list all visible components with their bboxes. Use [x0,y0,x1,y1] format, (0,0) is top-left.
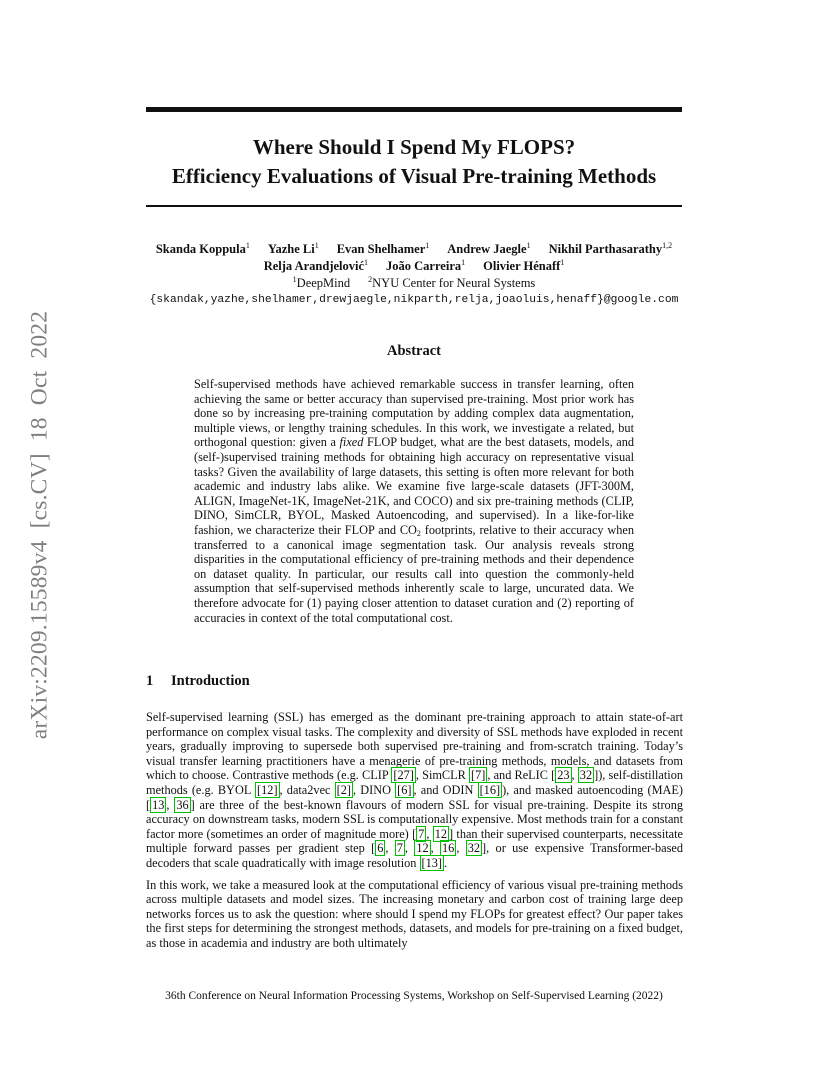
citation-link[interactable]: [7] [471,768,486,783]
intro-text: than their supervised counterparts, necessitate multiple forward passes per gradient step [146,826,683,856]
citation-link[interactable]: [6] [397,782,412,797]
author-emails: {skandak,yazhe,shelhamer,drewjaegle,nikparth,relja,joaoluis,henaff}@google.com [149,294,679,306]
paper-title [90,133,738,191]
affiliation-number: 2 [368,275,373,284]
citation-link[interactable]: 12 [434,826,447,841]
author-name: João Carreira [386,259,462,273]
author-affiliation-mark: 1 [314,241,319,250]
intro-text: ), and masked autoencoding (MAE) [502,782,683,797]
intro-text: , SimCLR [415,768,470,783]
citation-link[interactable]: 23 [557,768,570,783]
author-name: Evan Shelhamer [336,242,426,256]
citation-link[interactable]: 16 [442,841,455,856]
citation-link[interactable]: 7 [418,826,425,841]
author-name: Skanda Koppula [155,242,246,256]
author-affiliation-mark: 1,2 [662,241,673,250]
introduction-body [146,710,683,958]
intro-text: . [444,855,448,870]
intro-text: are three of the best-known flavours of modern SSL for visual pre-training. Despite its strong accuracy on downstream tasks, modern SSL is computationally expensive. Most methods train for a constant factor more (sometimes an order of magnitude more) [146,797,683,841]
abstract-emph-fixed: fixed [339,435,364,450]
author-affiliation-mark: 1 [560,258,565,267]
conference-footer: 36th Conference on Neural Information Processing Systems, Workshop on Self-Supervised Learning (2022) [165,990,663,1002]
citation-link[interactable]: 7 [396,841,403,856]
citation-separator: , [426,826,433,841]
citation-link[interactable]: 36 [176,797,189,812]
citation-separator: , [404,841,415,856]
citation-separator: , [571,768,578,783]
citation-link[interactable]: 13 [152,797,165,812]
abstract-paragraph [194,377,634,625]
citation-link[interactable]: [16] [479,782,501,797]
affiliation-number: 1 [292,275,297,284]
title-line-2: Efficiency Evaluations of Visual Pre-training Methods [171,164,657,188]
intro-text: , or use expensive Transformer-based decoders that scale quadratically with image resolution [146,841,683,870]
citation-link[interactable]: [13] [421,855,443,870]
citation-link[interactable]: [27] [393,768,414,783]
citation-bracket: [ [412,826,417,841]
section-number: 1 [146,673,154,689]
author-affiliation-mark: 1 [526,241,531,250]
citation-link[interactable]: 32 [467,841,481,856]
citation-bracket: ] [449,826,454,841]
title-line-1: Where Should I Spend My FLOPS? [252,135,576,159]
author-row-2 [100,258,728,275]
arxiv-stamp-text: arXiv:2209.15589v4 [cs.CV] 18 Oct 2022 [26,310,53,740]
intro-text: Self-supervised learning (SSL) has emerged as the dominant pre-training approach to attain state-of-art performance on complex visual tasks. The complexity and diversity of SSL methods have exploded in recent years, gradually improving to supersede both supervised pre-training and from-scratch training. Today’s visual transfer learning practitioners have a menagerie of pre-training methods, models, and datasets from which to choose. Contrastive methods (e.g. CLIP [146,710,683,783]
citation-link[interactable]: 32 [579,768,593,783]
citation-bracket: ] [594,768,599,783]
author-name: Andrew Jaegle [447,242,527,256]
intro-paragraph-1 [146,710,683,871]
citation-bracket: [ [146,797,151,812]
abstract-body [194,377,634,625]
author-affiliation-mark: 1 [364,258,369,267]
affiliation-row [100,275,728,292]
author-name: Olivier Hénaff [483,259,561,273]
intro-paragraph-2: In this work, we take a measured look at the computational efficiency of various visual pre-training methods across multiple datasets and model sizes. The increasing monetary and carbon cost of training large deep networks forces us to ask the question: where should I spend my FLOPs for greatest effect? Our paper takes the first steps for determining the strongest methods, datasets, and models for pre-training on a fixed budget, as those in academia and industry are both ultimately [146,877,683,950]
intro-text: , data2vec [279,782,335,797]
citation-link[interactable]: 12 [416,841,429,856]
section-title: Introduction [171,673,250,689]
author-affiliation-mark: 1 [425,241,430,250]
citation-separator: , [166,797,175,812]
citation-bracket: [ [371,841,376,856]
affiliation-name: NYU Center for Neural Systems [372,276,536,290]
affiliation-name: DeepMind [296,276,351,290]
citation-link[interactable]: 6 [377,841,384,856]
citation-separator: , [385,841,395,856]
author-affiliation-mark: 1 [245,241,250,250]
author-name: Yazhe Li [267,242,315,256]
abstract-heading: Abstract [387,343,441,359]
abstract-text-2: FLOP budget, what are the best datasets, models, and (self-)supervised training methods for obtaining high accuracy on representative visual tasks? Given the availability of large datasets, this setting is often more relevant for both academic and industry labs alike. We examine five large-scale datasets (JFT-300M, ALIGN, ImageNet-1K, ImageNet-21K, and COCO) and six pre-training methods (CLIP, DINO, SimCLR, BYOL, Masked Autoencoding, and supervised). In a like-for-like fashion, we characterize their FLOP and CO [194,435,634,537]
title-rule-top [146,107,682,112]
intro-text: ), self-distillation methods (e.g. BYOL [146,768,683,797]
citation-bracket: ] [482,841,487,856]
citation-separator: , [456,841,466,856]
citation-link[interactable]: [12] [257,782,278,797]
section-heading-introduction [146,673,250,690]
abstract-text-3: footprints, relative to their accuracy when transferred to a canonical image segmentation task. Our analysis reveals strong disparities in the computational efficiency of pre-training methods and their dependence on dataset quality. In particular, our results call into question the commonly-held assumption that self-supervised methods inherently scale to large, uncurated data. We therefore advocate for (1) paying closer attention to dataset curation and (2) reporting of accuracies in context of the total computational cost. [194,522,635,625]
author-affiliation-mark: 1 [461,258,466,267]
author-row-1 [100,241,728,258]
citation-separator: , [430,841,441,856]
title-rule-bottom [146,205,682,207]
citation-bracket: ] [190,797,195,812]
intro-text: , and ODIN [413,782,478,797]
citation-bracket: [ [551,768,556,783]
author-name: Relja Arandjelović [263,259,365,273]
intro-text: , DINO [353,782,396,797]
author-block [100,241,728,309]
author-name: Nikhil Parthasarathy [548,242,663,256]
co2-subscript: 2 [416,528,421,538]
intro-text: , and ReLIC [487,768,552,783]
citation-link[interactable]: [2] [336,782,351,797]
abstract-text-1: Self-supervised methods have achieved remarkable success in transfer learning, often achieving the same or better accuracy than supervised pre-training. Most prior work has done so by increasing pre-training computation by adding complex data augmentation, multiple views, or lengthy training schedules. In this work, we investigate a related, but orthogonal question: given a [194,377,634,450]
